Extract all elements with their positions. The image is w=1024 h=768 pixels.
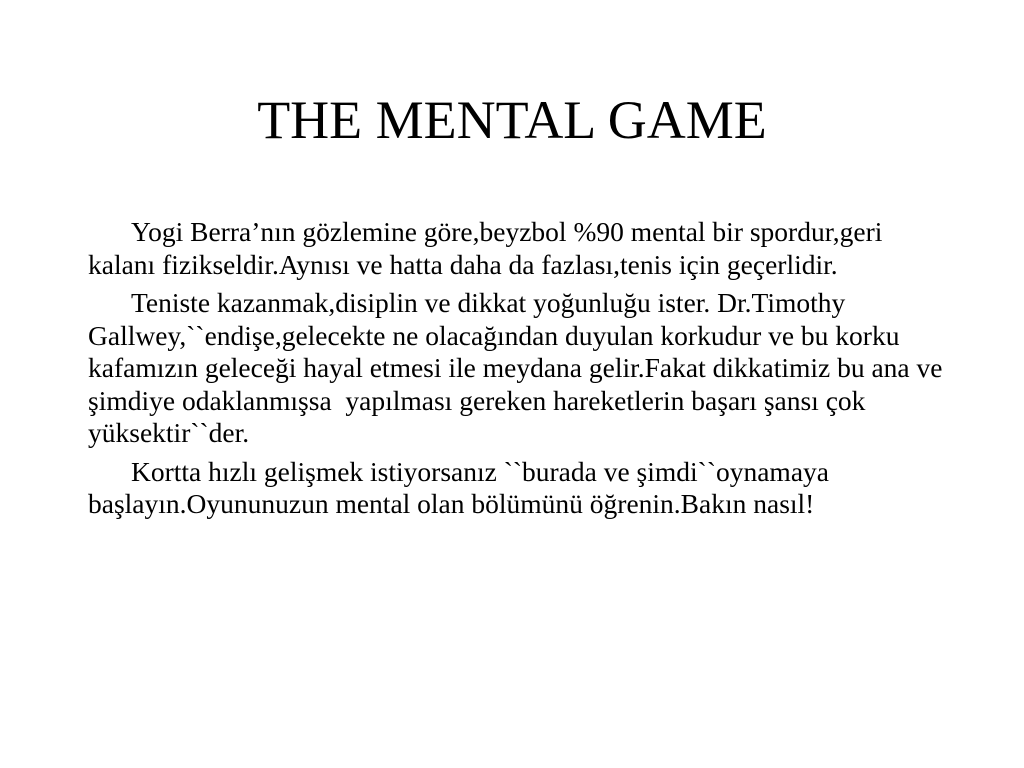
paragraph-3: Kortta hızlı gelişmek istiyorsanız ``burada ve şimdi``oynamaya başlayın.Oyununuzun mental olan bölümünü öğrenin.Bakın nasıl!: [88, 455, 836, 519]
slide-body: [88, 216, 948, 527]
paragraph-2: Teniste kazanmak,disiplin ve dikkat yoğunluğu ister. Dr.Timothy Gallwey,``endişe,gelecekte ne olacağından duyulan korkudur ve bu korku kafamızın geleceği hayal etmesi ile meydana gelir.Fakat dikkatimiz bu ana ve şimdiye odaklanmışsa yapılması gereken hareketlerin başarı şansı çok yüksektir``der.: [88, 287, 950, 448]
paragraph-1: Yogi Berra’nın gözlemine göre,beyzbol %90 mental bir spordur,geri kalanı fizikseldir.Aynısı ve hatta daha da fazlası,tenis için geçerlidir.: [88, 216, 890, 280]
slide-title: THE MENTAL GAME: [257, 90, 767, 150]
